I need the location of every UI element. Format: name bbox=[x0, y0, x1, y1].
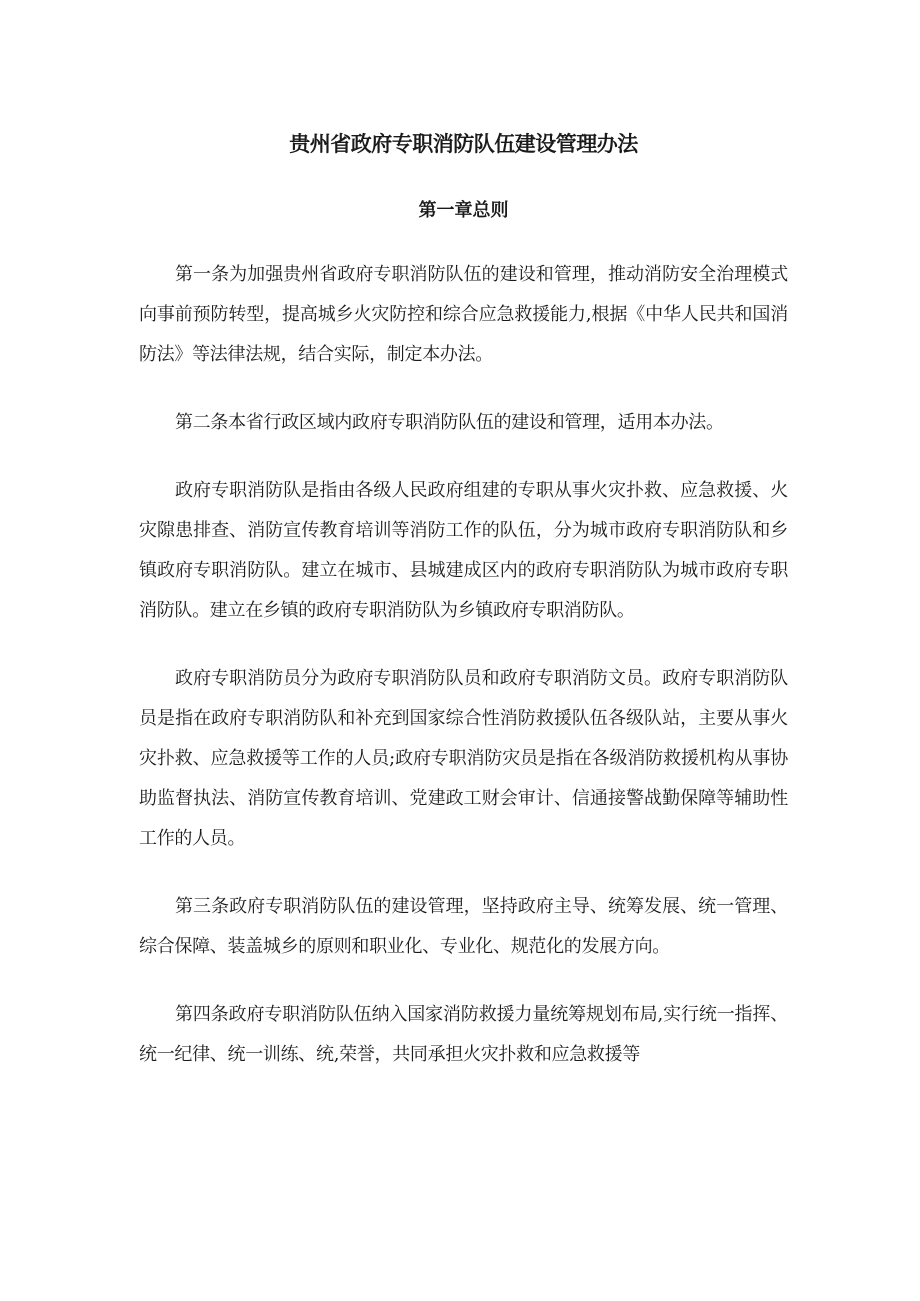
paragraph-article-4: 第四条政府专职消防队伍纳入国家消防救援力量统筹规划布局,实行统一指挥、统一纪律、统一训练、统,荣誉，共同承担火灾扑救和应急救援等 bbox=[139, 1004, 788, 1065]
paragraph-article-3: 第三条政府专职消防队伍的建设管理，坚持政府主导、统筹发展、统一管理、综合保障、装盖城乡的原则和职业化、专业化、规范化的发展方向。 bbox=[139, 896, 788, 957]
paragraph-definition-staff: 政府专职消防员分为政府专职消防队员和政府专职消防文员。政府专职消防队员是指在政府专职消防队和补充到国家综合性消防救援队伍各级队站，主要从事火灾扑救、应急救援等工作的人员;政府专职消防灾员是指在各级消防救援机构从事协助监督执法、消防宣传教育培训、党建政工财会审计、信通接警战勤保障等辅助性工作的人员。 bbox=[139, 668, 788, 849]
paragraph-article-1: 第一条为加强贵州省政府专职消防队伍的建设和管理，推动消防安全治理模式向事前预防转型，提高城乡火灾防控和综合应急救援能力,根据《中华人民共和国消防法》等法律法规，结合实际，制定本办法。 bbox=[139, 264, 788, 365]
chapter-heading: 第一章总则 bbox=[418, 200, 509, 221]
paragraph-definition-team: 政府专职消防队是指由各级人民政府组建的专职从事火灾扑救、应急救援、火灾隙患排查、消防宣传教育培训等消防工作的队伍，分为城市政府专职消防队和乡镇政府专职消防队。建立在城市、县城建成区内的政府专职消防队为城市政府专职消防队。建立在乡镇的政府专职消防队为乡镇政府专职消防队。 bbox=[139, 480, 788, 621]
paragraph-article-2: 第二条本省行政区域内政府专职消防队伍的建设和管理，适用本办法。 bbox=[175, 412, 724, 433]
document-title: 贵州省政府专职消防队伍建设管理办法 bbox=[289, 132, 638, 156]
